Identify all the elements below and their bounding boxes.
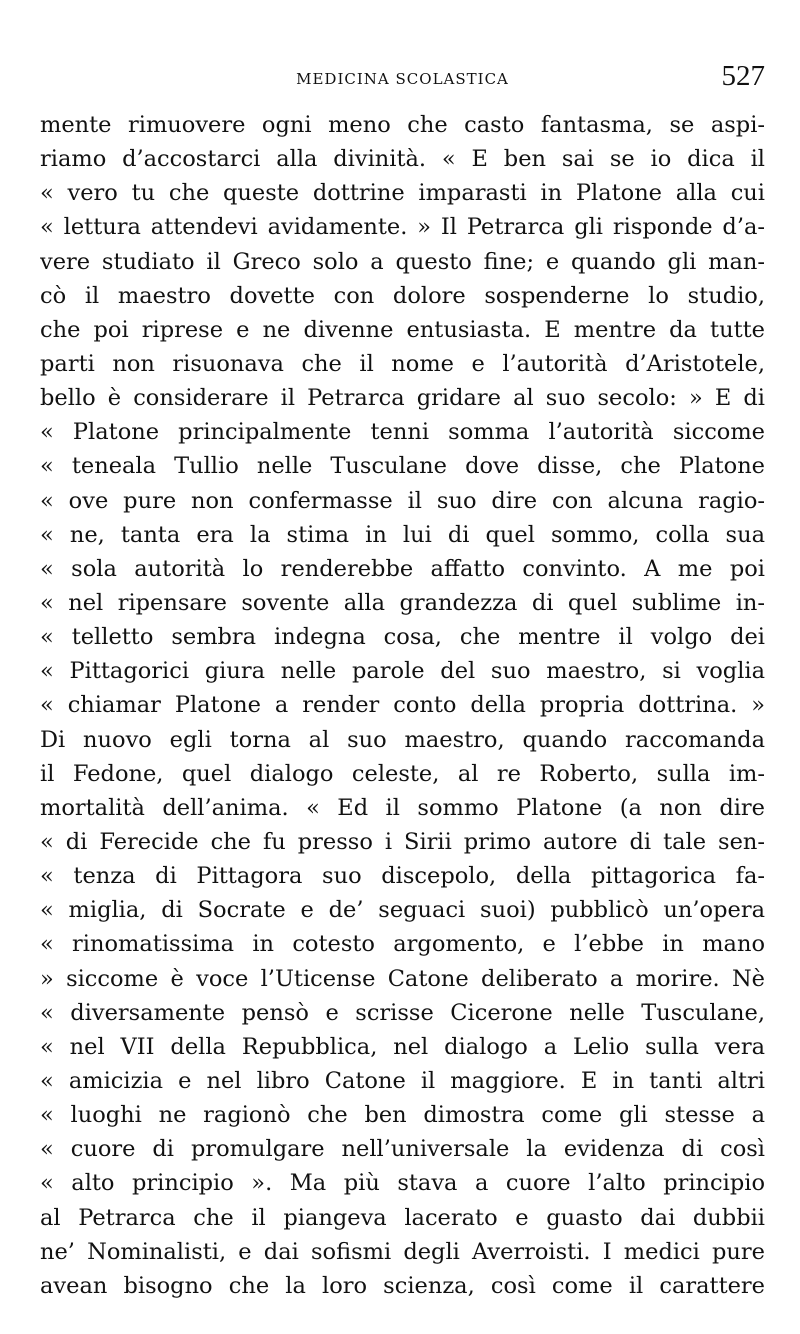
text-line: bello è considerare il Petrarca gridare al suo secolo: » E di [40, 385, 765, 412]
text-line: « ove pure non confermasse il suo dire con alcuna ragio- [40, 487, 765, 514]
text-line: « luoghi ne ragionò che ben dimostra come gli stesse a [40, 1102, 765, 1129]
text-line: « amicizia e nel libro Catone il maggiore. E in tanti altri [40, 1067, 765, 1094]
text-line: « ne, tanta era la stima in lui di quel sommo, colla sua [40, 521, 765, 548]
text-line: « di Ferecide che fu presso i Sirii primo autore di tale sen- [40, 828, 765, 855]
running-head: MEDICINA SCOLASTICA [296, 70, 509, 88]
page-header [40, 60, 765, 100]
text-line: vere studiato il Greco solo a questo fine; e quando gli man- [40, 248, 765, 275]
text-line: che poi riprese e ne divenne entusiasta. E mentre da tutte [40, 316, 765, 343]
text-line: « teneala Tullio nelle Tusculane dove disse, che Platone [40, 453, 765, 480]
text-line: mortalità dell’anima. « Ed il sommo Platone (a non dire [40, 794, 765, 821]
text-line: « chiamar Platone a render conto della propria dottrina. » [40, 692, 765, 719]
text-line: avean bisogno che la loro scienza, così come il carattere [40, 1272, 765, 1299]
text-line: « nel VII della Repubblica, nel dialogo a Lelio sulla vera [40, 1033, 765, 1060]
text-line: « cuore di promulgare nell’universale la evidenza di così [40, 1136, 765, 1163]
text-line: al Petrarca che il piangeva lacerato e guasto dai dubbii [40, 1204, 765, 1231]
text-line: « nel ripensare sovente alla grandezza di quel sublime in- [40, 589, 765, 616]
text-line: « lettura attendevi avidamente. » Il Petrarca gli risponde d’a- [40, 214, 765, 241]
text-line: « miglia, di Socrate e de’ seguaci suoi) pubblicò un’opera [40, 897, 765, 924]
text-line: « alto principio ». Ma più stava a cuore l’alto principio [40, 1170, 765, 1197]
text-line: Di nuovo egli torna al suo maestro, quando raccomanda [40, 726, 765, 753]
text-line: « Pittagorici giura nelle parole del suo maestro, si voglia [40, 658, 765, 685]
text-line: » siccome è voce l’Uticense Catone deliberato a morire. Nè [40, 965, 765, 992]
page-number: 527 [721, 60, 765, 92]
text-line: riamo d’accostarci alla divinità. « E ben sai se io dica il [40, 146, 765, 173]
body-text [40, 108, 765, 1303]
text-line: mente rimuovere ogni meno che casto fantasma, se aspi- [40, 112, 765, 138]
text-line: « diversamente pensò e scrisse Cicerone nelle Tusculane, [40, 999, 765, 1026]
text-line: il Fedone, quel dialogo celeste, al re Roberto, sulla im- [40, 760, 765, 787]
text-line: « vero tu che queste dottrine imparasti in Platone alla cui [40, 180, 765, 207]
text-line: « rinomatissima in cotesto argomento, e l’ebbe in mano [40, 931, 765, 958]
text-line: « tenza di Pittagora suo discepolo, della pittagorica fa- [40, 863, 765, 890]
text-line: ne’ Nominalisti, e dai sofismi degli Averroisti. I medici pure [40, 1238, 765, 1265]
text-line: cò il maestro dovette con dolore sospenderne lo studio, [40, 282, 765, 309]
text-line: « sola autorità lo renderebbe affatto convinto. A me poi [40, 555, 765, 582]
text-line: « telletto sembra indegna cosa, che mentre il volgo dei [40, 624, 765, 651]
text-line: « Platone principalmente tenni somma l’autorità siccome [40, 419, 765, 446]
text-line: parti non risuonava che il nome e l’autorità d’Aristotele, [40, 350, 765, 377]
